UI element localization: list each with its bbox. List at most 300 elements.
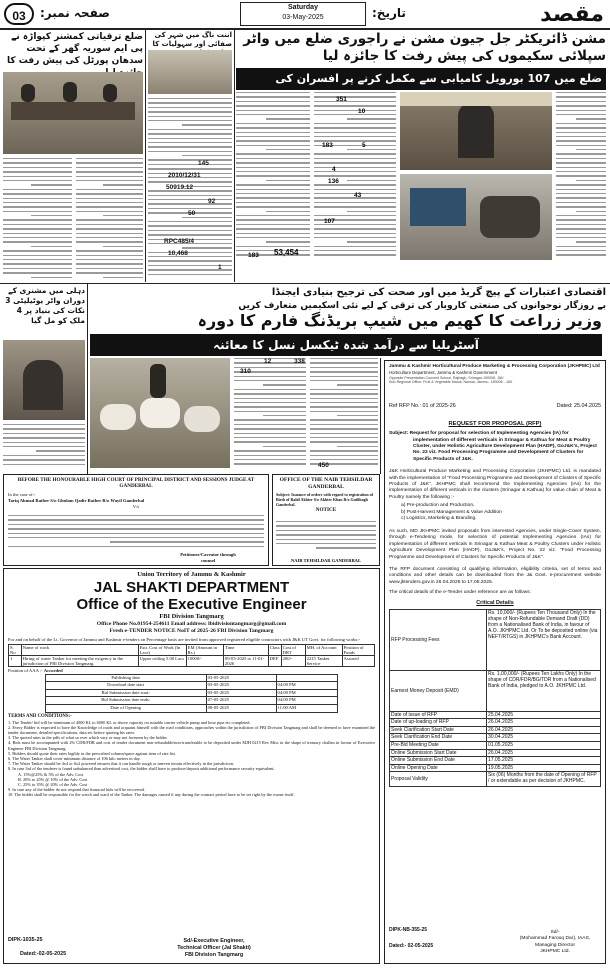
text-line (266, 149, 310, 150)
text-line (103, 184, 143, 185)
rfp-address1: Opposite Presentation Convent School, Rajbagh, Srinagar-190008, J&K (389, 375, 504, 380)
text-line (3, 263, 72, 264)
rfp-item-1: a) Pre-production and Production, (401, 503, 475, 509)
text-line (3, 228, 72, 229)
text-line (3, 272, 72, 273)
td-sno: 1 (9, 655, 22, 666)
rfp-name: (Mohammad Farooq Dar), IAAS, (519, 936, 591, 942)
term-7: 7. The Water Tanker should be 4x4 or 6x2 powered ensures that it can handle rough or uneven terrain effectively in the jurisdiction. (8, 761, 234, 767)
sched-date: 07-05-2025 (206, 697, 276, 705)
sched-date: 03-05-2025 (206, 674, 276, 682)
rfp-heading: REQUEST FOR PROPOSAL (RFP) (448, 421, 542, 428)
text-line (266, 180, 310, 181)
text-line (236, 132, 310, 133)
text-line (148, 107, 232, 108)
text-line (3, 224, 72, 225)
rfp-item-2: b) Post-Harvest Management & Value Addition (401, 509, 502, 515)
pct-c: C. 25% to 35% @ 20% of the Adv. Cost (18, 782, 88, 787)
masthead-rule (0, 28, 610, 30)
table-row (390, 764, 601, 772)
text-line (316, 547, 376, 548)
rfp-dipk: DIPK-NB-355-25 (389, 927, 428, 933)
pct-b: B. 20% to 25% @ 10% of the Adv. Cost (18, 776, 88, 782)
text-line (556, 140, 606, 141)
text-line (76, 206, 143, 207)
rfp-critical-table (389, 609, 601, 788)
text-line (3, 442, 85, 443)
text-line (8, 524, 264, 525)
table-row (390, 726, 601, 734)
text-line (556, 127, 606, 128)
text-line (556, 197, 606, 198)
text-line (76, 167, 143, 168)
text-line (31, 184, 72, 185)
text-line (36, 450, 85, 451)
rfp-value: Rs. 1,00,000/- (Rupees Ten Lakhs Only) In the shape of CDR/FDR/BG/TDR from a Nationalised Bank of India, pledged to A.O. JKHPMC Ltd. (487, 670, 601, 711)
lead-headline: مشن ڈائریکٹر جل جیون مشن نے راجوری ضلع میں واٹر سپلائی سکیموں کی پیش رفت کا جائزہ لیا (243, 31, 606, 64)
text-line (556, 254, 606, 255)
court-notice (3, 474, 269, 566)
text-line (3, 233, 72, 234)
middle-story-stats (148, 110, 232, 280)
tehsildar-body (276, 521, 376, 553)
rfp-company: JKHPMC Ltd. (540, 948, 570, 954)
rfp-value: 19.05.2025 (487, 764, 601, 772)
text-line (31, 277, 72, 278)
rfp-value: 17.05.2025 (487, 757, 601, 765)
tender-nit: Fresh e-TENDER NOTICE NoIT of 2025-26 FBI Division Tangmarg (109, 628, 274, 634)
text-line (3, 259, 72, 260)
tender-dipk: DIPK-1035-25 (8, 937, 43, 943)
tender-dept: JAL SHAKTI DEPARTMENT (93, 579, 290, 596)
sheep-photo (90, 358, 230, 468)
stat-10468: 10,468 (168, 250, 188, 257)
text-line (76, 219, 143, 220)
table-row (45, 697, 338, 705)
lead-figures (248, 96, 394, 259)
text-line (8, 533, 264, 534)
text-line (276, 521, 376, 522)
th-name: Name of work (21, 644, 138, 655)
table-row (45, 689, 338, 697)
text-line (103, 246, 143, 247)
court-signoff: Petitioner/Caveator through counsel (180, 552, 236, 563)
text-line (556, 136, 606, 137)
text-line (76, 224, 143, 225)
rfp-value: Six (06) Months from the date of Opening of RFP / or extendable as per decision of JKHPMC. (487, 772, 601, 787)
text-line (31, 246, 72, 247)
text-line (76, 228, 143, 229)
rfp-body2: As such, MD JKHPMC invited proposals from interested Agencies, under Single-Cover System, through e-Tendering mode, for selection of potential Implementing Agencies (IAs) for implementation of different verticals in Srinagar & Kathua Meat & Poultry Clusters under Holistic Agriculture Development Plan (HADP), GoJ&K's, Project No. 22 viz. "Food Processing Programme and Development of Clusters for Specific Products of J&K". (389, 528, 601, 560)
rfp-critical-heading: Critical Details (476, 599, 514, 606)
table-row (390, 711, 601, 719)
text-line (576, 211, 606, 212)
rfp-key: Seek Clarification Start Date (390, 726, 487, 734)
term-2: 2. Every Bidder is expected to have the Knowledge of roads and acquaint himself with the road conditions, approaches within the jurisdiction of FBI Division Tangmarg and shall be deemed to have examined the tender document, detailed specifications, data etc before quoting his rates. (8, 724, 375, 735)
text-line (556, 92, 606, 93)
text-line (556, 250, 606, 251)
pct-a: A. 15%@25% & 5% of the Adv. Cost (18, 771, 84, 777)
text-line (3, 241, 72, 242)
text-line (576, 180, 606, 181)
term-10: 10. The bidder shall be responsible for the watch and ward of the Tanker. The damages caused if any during the contract period have to be set right by the owner itself. (8, 792, 295, 798)
text-line (236, 92, 310, 93)
sched-time (276, 674, 338, 682)
text-line (236, 96, 310, 97)
rfp-body: J&K Horticultural Produce Marketing and Processing Corporation (JKHPMC) Ltd. is mandated with the implementation of "Food Processing Programme and Development of Clusters of Specific Products of J&K". JKHPMC shall recommend the Implementing Agencies (IAs) for the implementation of different verticals in the clusters (Srinagar & Kathua) for value chain of Meat & Poultry namely the following :- (389, 469, 601, 500)
stat-92: 92 (208, 198, 216, 205)
rfp-key: RFP Processing Fees (390, 609, 487, 670)
text-line (76, 263, 143, 264)
text-line (556, 202, 606, 203)
text-line (3, 437, 85, 438)
sheep-figures (234, 358, 378, 470)
text-line (103, 215, 143, 216)
figure-136: 136 (328, 178, 339, 185)
text-line (556, 233, 606, 234)
text-line (76, 233, 143, 234)
rfp-key: Date of up-loading of RFP (390, 719, 487, 727)
text-line (276, 530, 376, 531)
text-line (556, 219, 606, 220)
td-estt: Upper ceiling 5.00 Lacs (138, 655, 186, 666)
sched-time: 04:00 PM (276, 689, 338, 697)
td-class: DEF (268, 655, 281, 666)
rfp-body4: The critical details of the e-Tender under reference are as follows: (389, 590, 531, 596)
sheep-subhead: آسٹریلیا سے درآمد شدہ ٹیکسل نسل کا معائنہ (213, 338, 479, 352)
td-time: 09-05-2025 to 11-01-2026 (223, 655, 268, 666)
middle-story-photo (148, 50, 232, 94)
text-line (3, 211, 72, 212)
text-line (76, 180, 143, 181)
th-time: Time (223, 644, 268, 655)
text-line (236, 219, 310, 220)
text-line (236, 233, 310, 234)
text-line (556, 96, 606, 97)
rfp-value: 01.05.2025 (487, 741, 601, 749)
tender-division: FBI Division Tangmarg (159, 613, 224, 620)
text-line (236, 246, 310, 247)
text-line (3, 189, 72, 190)
text-line (76, 202, 143, 203)
terms-title: TERMS AND CONDITIONS:- (8, 713, 72, 719)
lower-right-headline: اقتصادی اعتبارات کے پیچ گریڈ میں اور صحت کی ترجیح بنیادی ایجنڈا (271, 287, 606, 298)
page-label: صفحہ نمبر: (40, 6, 110, 20)
tender-sd: Sd/-Executive Engineer, (183, 938, 245, 944)
th-em: EM (Amount in Rs.) (186, 644, 223, 655)
th-estt: Estt. Cost of Work (In Lacs) (138, 644, 186, 655)
th-funds: Position of Funds (342, 644, 374, 655)
col-rule-1 (145, 30, 146, 282)
text-line (76, 198, 143, 199)
text-line (236, 228, 310, 229)
tehsildar-notice (272, 474, 380, 566)
rfp-key: Online Submission End Date (390, 757, 487, 765)
date-text: 03-May-2025 (282, 14, 324, 21)
text-line (556, 167, 606, 168)
text-line (266, 241, 310, 242)
text-line (556, 114, 606, 115)
rfp-value: 25.04.2025 (487, 711, 601, 719)
text-line (236, 136, 310, 137)
rfp-value: 26.04.2025 (487, 726, 601, 734)
term-9: 9. In case any of the bidder do not respond that financial bids will be recovered. (8, 787, 146, 793)
rfp-value: 30.04.2025 (487, 734, 601, 742)
text-line (3, 433, 85, 434)
text-line (3, 202, 72, 203)
lead-column-left (236, 92, 310, 260)
text-line (31, 215, 72, 216)
sched-date: 08-05-2025 (206, 704, 276, 712)
text-line (556, 110, 606, 111)
table-row (390, 772, 601, 787)
text-line (3, 219, 72, 220)
text-line (3, 193, 72, 194)
stat-amount: 50919.12 (166, 184, 194, 191)
lead-photo-1 (400, 92, 552, 170)
tehsildar-subject: Subject: Issuance of orders with regard to registration of Birth of Rahil Akhter S/o Akhter Khan R/o Gutlibagh Ganderbal. (276, 492, 373, 507)
lower-right-subhead: بے روزگار نوجوانوں کی صنعتی کاروبار کی ترقی کے لیے نئی اسکیمیں متعارف کریں (238, 301, 606, 311)
td-name: Hiring of water Tanker for meeting the exigency in the jurisdiction of FBI Division Tangmarg. (21, 655, 138, 666)
rfp-date2: Dated:- 02-05-2025 (389, 943, 434, 949)
text-line (8, 546, 264, 547)
term-5: 5. Bidders should quote their rates legibly in the prescribed column/space against item of rate list. (8, 750, 176, 756)
text-line (3, 237, 72, 238)
text-line (266, 211, 310, 212)
text-line (8, 528, 264, 529)
text-line (556, 228, 606, 229)
text-line (236, 123, 310, 124)
court-title: BEFORE THE HONOURABLE HIGH COURT OF PRINCIPAL DISTRICT AND SESSIONS JUDGE AT GANDERBAL (17, 477, 255, 490)
text-line (236, 158, 310, 159)
text-line (556, 193, 606, 194)
text-line (266, 118, 310, 119)
table-row (390, 670, 601, 711)
col-rule-2 (234, 30, 235, 282)
tehsildar-signoff: NAIB TEHSILDAR GANDERBAL (290, 557, 362, 563)
tender-dated: Dated:-02-05-2025 (20, 951, 67, 957)
text-line (556, 162, 606, 163)
text-line (556, 206, 606, 207)
text-line (3, 428, 85, 429)
rfp-body3: The RFP document consisting of qualifying information, eligibility criteria, set of terms and conditions and other details can be downloaded from the J& Govt. e-procurement website www.jktenders.gov.in 26.04.2025 to 17.05.2025. (389, 566, 601, 585)
left-story-photo (3, 72, 143, 154)
col-rule-3 (87, 284, 88, 474)
middle-story-snippet: اننت ناگ میں شہر کی صفائی اور سہولیات کا (152, 31, 232, 48)
sheep-fig-310: 310 (240, 368, 251, 375)
figure-43: 43 (354, 192, 362, 199)
text-line (276, 543, 376, 544)
text-line (236, 153, 310, 154)
text-line (76, 189, 143, 190)
table-header-row (9, 644, 375, 655)
term-8: 8. In case 3rd of the tenderer is found unbalanced than advertised cost, the bidder shall have to produce/deposit additional performance security equivalent. (8, 766, 275, 772)
text-line (556, 158, 606, 159)
figure-183b: 183 (248, 252, 259, 259)
sched-key: Date of Opening (45, 704, 206, 712)
left-small-headline: دہلی میں مشنری کے دوران واٹر یوٹیلیٹی 3 نکات کی بنیاد پر 4 ملک کو مل گیا (5, 286, 85, 325)
rfp-notice (384, 360, 606, 964)
text-line (103, 277, 143, 278)
text-line (3, 162, 72, 163)
tender-div: FBI Division Tangmarg (184, 952, 244, 958)
text-line (236, 162, 310, 163)
lead-subhead-text: ضلع میں 107 بورویل کامیابی سے مکمل کرنے پر افسران کی کی (275, 72, 602, 107)
table-row (390, 734, 601, 742)
tender-work-table (8, 644, 375, 667)
text-line (76, 211, 143, 212)
text-line (236, 197, 310, 198)
text-line (236, 224, 310, 225)
text-line (3, 446, 85, 447)
rfp-value: Rs. 10,000/- (Rupees Ten Thousand Only) In the shape of Non-Refundable Demand Draft (DD) from a Nationalised Bank of India, in favour of A.O. JKHPMC Ltd. Or To be deposited online (via NEFT/RTGS) in JKHPMC's Bank Account. (487, 609, 601, 670)
rfp-dated: Dated: 25.04.2025 (556, 403, 601, 410)
text-line (76, 272, 143, 273)
sched-date: 03-05-2025 (206, 682, 276, 690)
rfp-org2: Horticulture Department, Jammu & Kashmir Government (389, 370, 497, 375)
term-3: 3. The quoted rates in the pdfs of what so ever which vary or may not foreseen by the bidder. (8, 735, 168, 741)
date-label: تاریخ: (372, 6, 406, 20)
rfp-item-3: c) Logistics, Marketing & Branding. (401, 516, 477, 522)
stat-rpc: RPC485/4 (164, 238, 194, 245)
text-line (236, 105, 310, 106)
text-line (3, 167, 72, 168)
court-versus: V/s (132, 503, 140, 509)
rfp-designation: Managing Director (535, 942, 575, 948)
text-line (3, 158, 72, 159)
text-line (556, 215, 606, 216)
sheep-fig-12: 12 (264, 358, 272, 365)
left-story-col-2 (3, 158, 72, 282)
text-line (236, 140, 310, 141)
text-line (236, 193, 310, 194)
figure-107: 107 (324, 218, 335, 225)
rfp-key: Earnest Money Deposit (EMD) (390, 670, 487, 711)
sheep-fig-338: 338 (294, 358, 305, 365)
sheep-subhead-band (90, 334, 602, 356)
term-6: 6. The Water Tanker shall cover minimum distance of 106 kilo meters in day. (8, 755, 141, 761)
tender-office: Office of the Executive Engineer (76, 596, 307, 613)
tender-tech: Technical Officer (Jal Shakti) (177, 945, 251, 951)
sched-date: 03-05-2025 (206, 689, 276, 697)
text-line (236, 215, 310, 216)
text-line (3, 180, 72, 181)
text-line (148, 102, 232, 103)
tender-intro: For and on behalf of the Lt. Governor of Jammu and Kashmir e-tenders on Percentage basis are invited from approved registered eligible contractors with J&K UT Govt. for following works:- (8, 637, 361, 642)
court-in-case: In the case of:- (8, 491, 36, 497)
rfp-key: Online Opening Date (390, 764, 487, 772)
stat-50: 50 (188, 210, 196, 217)
td-cost: 200/- (281, 655, 305, 666)
tehsildar-label: NOTICE (315, 507, 337, 513)
text-line (76, 250, 143, 251)
left-small-col (3, 424, 85, 472)
text-line (76, 237, 143, 238)
text-line (148, 98, 232, 99)
text-line (576, 118, 606, 119)
text-line (76, 268, 143, 269)
td-mh: 2215 Tanker Service (305, 655, 342, 666)
text-line (556, 171, 606, 172)
text-line (3, 250, 72, 251)
text-line (76, 171, 143, 172)
text-line (236, 110, 310, 111)
text-line (556, 145, 606, 146)
text-line (76, 162, 143, 163)
rfp-key: Proposal Validity (390, 772, 487, 787)
th-cost: Cost of DRT (281, 644, 305, 655)
text-line (236, 127, 310, 128)
text-line (8, 537, 264, 538)
aaa-value: Accorded (43, 667, 63, 673)
th-class: Class (268, 644, 281, 655)
text-line (236, 189, 310, 190)
text-line (276, 539, 376, 540)
tehsildar-office: OFFICE OF THE NAIB TEHSILDAR GANDERBAL (279, 477, 373, 490)
text-line (76, 255, 143, 256)
text-line (556, 184, 606, 185)
term-1: 1. The Tender/ bid will be minimum of 4000 KL to 6000 KL or above capacity on suitable carrier vehicle pump and hose pipe etc completed. (8, 719, 251, 725)
text-line (3, 424, 85, 425)
text-line (236, 202, 310, 203)
table-row (390, 719, 601, 727)
text-line (236, 171, 310, 172)
term-4: 4. Bids must be accompanied with 2% CDR/FDR and cost of tender document non-refundable/non-transferable to be deposited under MJH 0215 Rev Misc in the shape of treasury challan in favour of Executive Engineer FBI Division Tangmarg. (8, 740, 375, 751)
tender-notice (3, 568, 380, 964)
text-line (314, 92, 396, 93)
rfp-subject: Subject: Request for proposal for selection of Implementing Agencies (IA) for implementation of different verticals in Srinagar & Kathua for Meat & Poultry Cluster, under Holistic Agriculture Development Plan (HADP), GoJ&K's, Project No. 22 viz. Food Processing Programme and Development of Clusters for Specific Products of J&K. (389, 431, 597, 462)
sched-time: 11:00 AM (276, 704, 338, 712)
table-row (45, 674, 338, 682)
sheep-fig-450: 450 (318, 462, 329, 469)
figure-351: 351 (336, 96, 347, 103)
stat-145: 145 (198, 160, 209, 167)
text-line (3, 176, 72, 177)
court-body (8, 515, 264, 551)
col-rule-4 (380, 358, 381, 474)
rfp-ref: Ref RFP No.: 01 of 2025-26 (389, 403, 456, 410)
text-line (76, 158, 143, 159)
sched-time: 04:00 PM (276, 697, 338, 705)
td-em: 10000/- (186, 655, 223, 666)
text-line (3, 459, 85, 460)
text-line (236, 184, 310, 185)
sched-time: 04:00 PM (276, 682, 338, 690)
text-line (276, 525, 376, 526)
text-line (3, 255, 72, 256)
text-line (3, 198, 72, 199)
rfp-key: Seek Clarification End Date (390, 734, 487, 742)
newspaper-logo: مقصد (540, 2, 604, 27)
text-line (3, 455, 85, 456)
text-line (3, 268, 72, 269)
text-line (236, 175, 310, 176)
figure-183: 183 (322, 142, 333, 149)
text-line (3, 171, 72, 172)
tender-schedule-table (45, 674, 339, 713)
rfp-key: Pre-Bid Meeting Date (390, 741, 487, 749)
text-line (236, 237, 310, 238)
section-rule-1 (0, 283, 610, 284)
left-small-photo (3, 340, 85, 420)
th-sno: S. No (9, 644, 22, 655)
text-line (556, 189, 606, 190)
table-row (9, 655, 375, 666)
table-row (390, 741, 601, 749)
text-line (556, 123, 606, 124)
text-line (3, 206, 72, 207)
rfp-address2: Sub-Regional Office: Fruit & Vegetable Mandi, Narwal, Jammu- 180006 - J&K (389, 380, 513, 385)
